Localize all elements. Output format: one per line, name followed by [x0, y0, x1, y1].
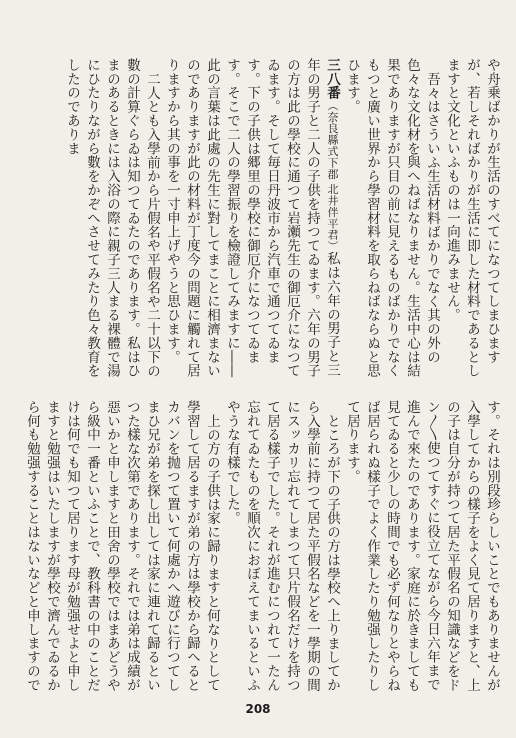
paragraph: 吾々はさういふ生活材料ばかりでなく其の外の色々な文化材を與へねばなりません。生活中心は結果でありますが只目の前に見えるものばかりでなくもつと廣い世界から學習材料を取らねばならぬと思ひます。 — [344, 58, 440, 378]
upper-text-block — [36, 58, 502, 384]
paragraph: ところが下の子供の方は學校へ上りましてから入學前に持つて居た平假名などを一學期の間にスッカリ忘れてしまつて只片假名だけを持つて居る樣子でした。それが進むにつれて一たん忘れてゐたものを順次におぼえてまいるといふやうな有樣でした。 — [224, 400, 340, 692]
speaker-paragraph — [162, 58, 342, 384]
speaker-text: 私は六年の男子と三年の男子と二人の子供を持つてゐます。六年の男子の方は此の學校に通つて岩瀬先生の御厄介になつてゐます。そして毎日丹波市から汽車で通つてゐます。下の子供は郷里の學校に御厄介になつてゐます。そこで二人の學習振りを檢證してみますに――此の言葉は此處の先生に對してまことに相濟まないのでありますが此の材料が丁度今の問題に觸れて居りますから其の事を一寸申上げやうと思ひます。 — [164, 58, 340, 378]
speaker-number: 三八番 — [324, 58, 340, 100]
page-number: 208 — [245, 702, 271, 716]
lower-text-block — [24, 400, 502, 692]
paragraph: す。それは別段珍らしいことでもありませんが入學してからの樣子をよく見て居りますと、上の子は自分が持つて居た平假名の知識などをドン〳〵使つてすぐに役立てながら今日六年まで進んで來たのであります。家庭に於きましても見てゐると少しの時間でも必ず何なりとやらねば居られぬ樣子でよく作業したり勉强したりして居ります。 — [344, 400, 500, 692]
paragraph: 上の方の子供は家に歸りますと何なりとして學習して居るますが弟の方は學校から歸へるとカバンを抛つて置いて何處かへ遊びに行つてしまひ兄が弟を探し出しては家に連れて歸るといつた樣な次第であります。それでは弟は成績が惡いかと申しますと田舍の學校ではまあどうやら級中一番といふことで、教科書の中のことだけは何でも知つて居ります母が勉强せよと申しますと勉强はいたしますが學校で濟んでゐるから何も勉强することはないなどと申しますので — [24, 400, 220, 692]
speaker-affiliation: （奈良縣式下郡 北井伴平君） — [326, 99, 339, 252]
paragraph: や舟乗ばかりが生活のすべてになつてしまひますが、若しそればかりが生活に即した材料であるとしますと文化といふものは一向進みません。 — [444, 58, 500, 378]
paragraph: 二人とも入學前から片假名や平假名や二十以下の數の計算ぐらゐは知つてゐたのであります。私はひまのあるときには入浴の際に親子三人まる裸體で湯にひたりながら數をかぞへさせてみたり色々教育をしたのでありま — [64, 58, 160, 378]
